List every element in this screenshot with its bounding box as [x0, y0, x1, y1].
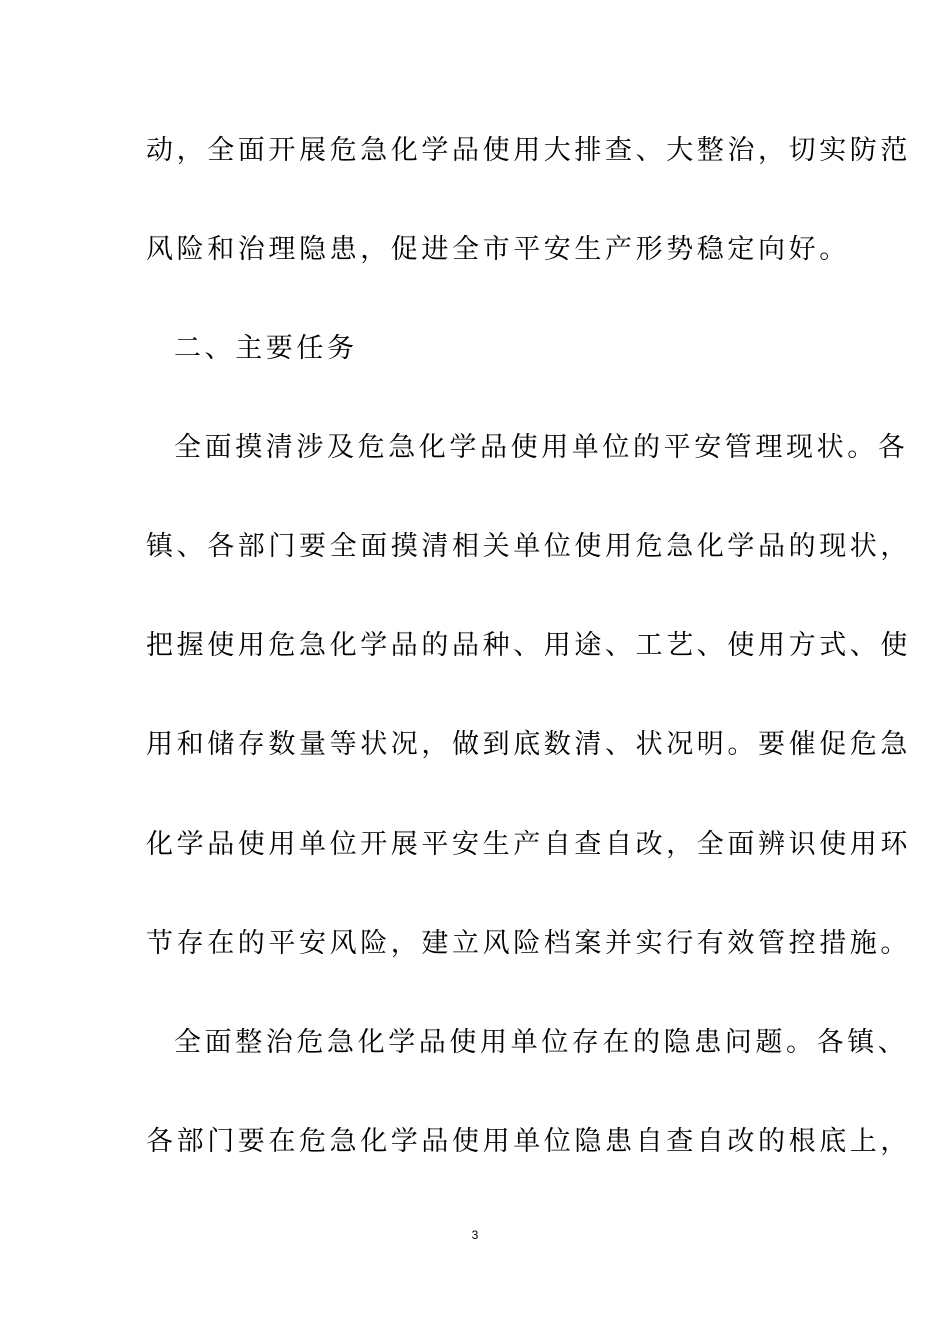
body-text-line: 镇、各部门要全面摸清相关单位使用危急化学品的现状， — [146, 531, 911, 562]
body-text-line: 节存在的平安风险，建立风险档案并实行有效管控措施。 — [146, 928, 911, 959]
body-text-line: 化学品使用单位开展平安生产自查自改，全面辨识使用环 — [146, 829, 911, 860]
body-text-line: 用和储存数量等状况，做到底数清、状况明。要催促危急 — [146, 729, 911, 760]
page-number: 3 — [471, 1228, 479, 1242]
section-heading: 二、主要任务 — [174, 333, 358, 364]
body-text-line: 各部门要在危急化学品使用单位隐患自查自改的根底上， — [146, 1126, 911, 1157]
body-text-line: 把握使用危急化学品的品种、用途、工艺、使用方式、使 — [146, 630, 911, 661]
paragraph-first-line: 全面摸清涉及危急化学品使用单位的平安管理现状。各 — [174, 432, 909, 463]
paragraph-first-line: 全面整治危急化学品使用单位存在的隐患问题。各镇、 — [174, 1027, 909, 1058]
body-text-line: 动，全面开展危急化学品使用大排查、大整治，切实防范 — [146, 135, 911, 166]
body-text-line: 风险和治理隐患，促进全市平安生产形势稳定向好。 — [146, 234, 850, 265]
